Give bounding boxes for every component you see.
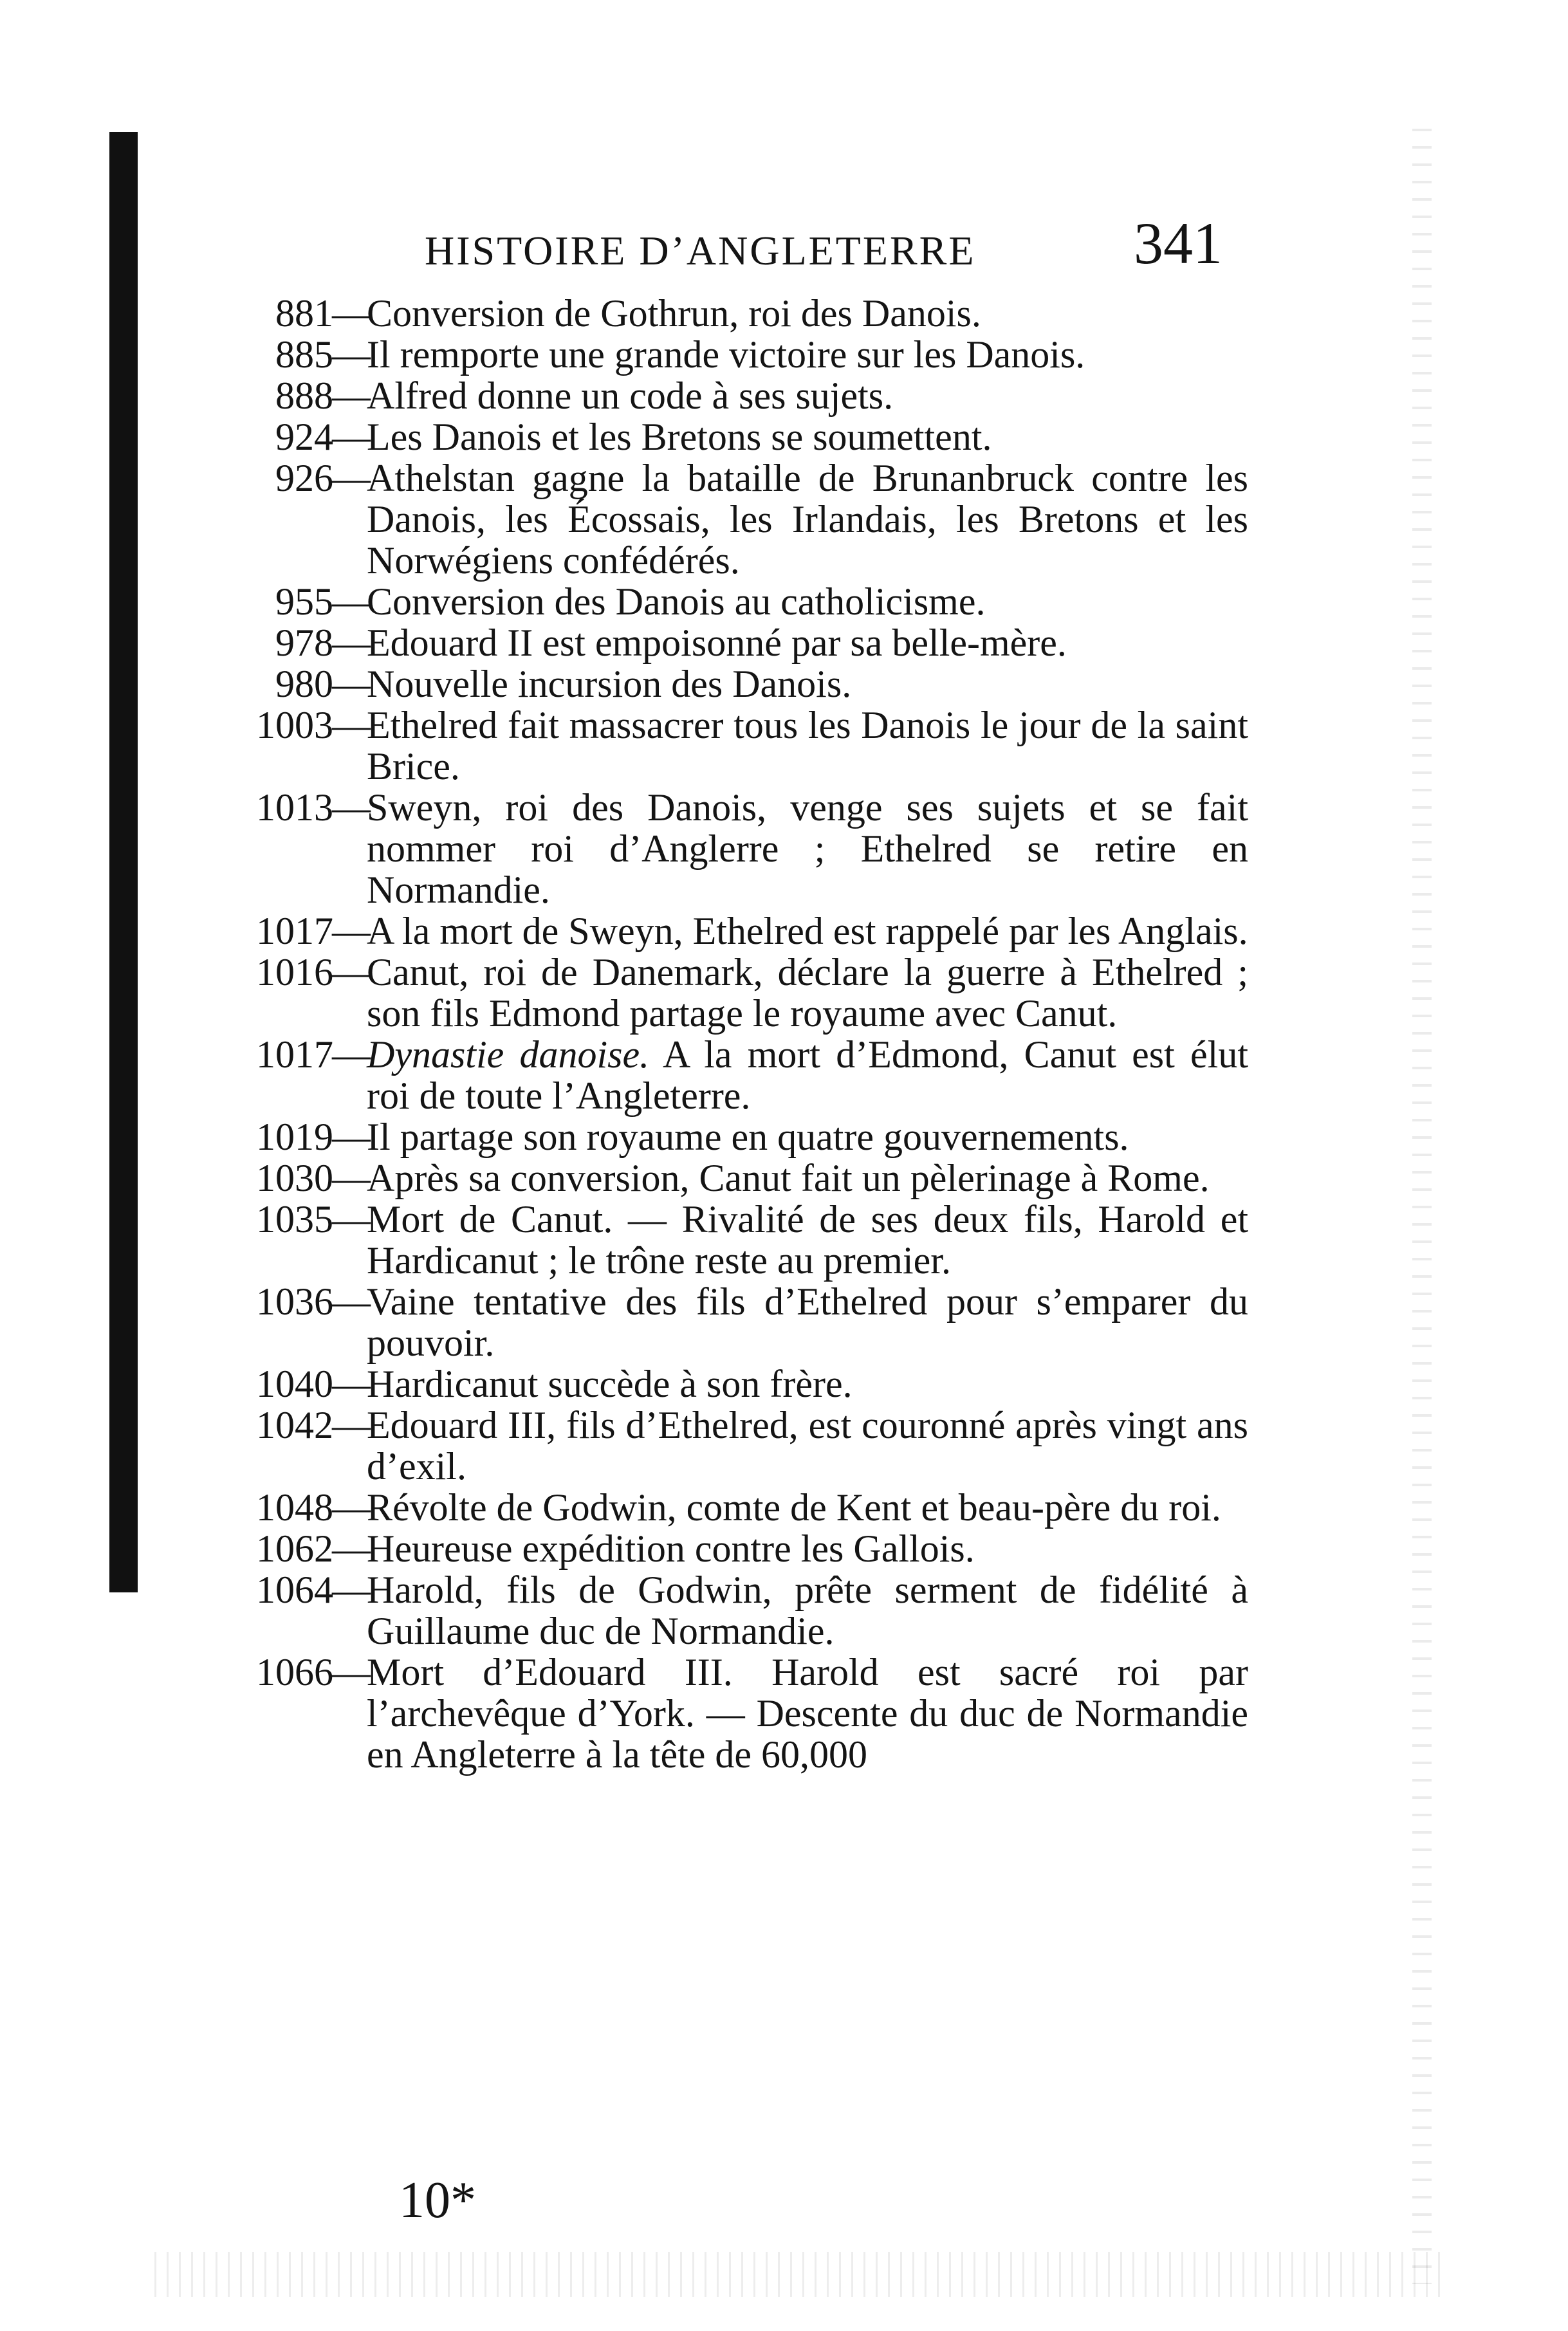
entry-text bbox=[367, 1199, 1248, 1281]
chronology-list bbox=[180, 293, 1248, 1775]
entry-text bbox=[367, 705, 1248, 787]
entry-year: 1003 bbox=[256, 704, 333, 746]
binding-edge-bar bbox=[109, 132, 138, 1592]
entry-dash: — bbox=[332, 663, 371, 705]
entry-text bbox=[367, 1281, 1248, 1363]
entry-dash: — bbox=[332, 1157, 371, 1199]
entry-year: 1016 bbox=[256, 951, 333, 993]
entry-dash: — bbox=[332, 1116, 371, 1158]
entry-year: 1017 bbox=[256, 910, 333, 952]
page-number: 341 bbox=[1134, 210, 1222, 276]
chronology-entry bbox=[180, 910, 1248, 952]
entry-year: 881 bbox=[275, 292, 333, 335]
entry-year: 1019 bbox=[256, 1116, 333, 1158]
entry-dash: — bbox=[332, 580, 371, 623]
entry-dash: — bbox=[332, 1033, 371, 1076]
chronology-entry bbox=[180, 1199, 1248, 1281]
entry-year: 924 bbox=[275, 416, 333, 458]
chronology-entry bbox=[180, 1034, 1248, 1116]
entry-dash: — bbox=[332, 1569, 371, 1611]
entry-dash: — bbox=[332, 333, 371, 376]
entry-dash: — bbox=[332, 1527, 371, 1570]
page-header bbox=[425, 209, 1222, 286]
entry-body: Harold, fils de Godwin, prête serment de fidélité à Guillaume duc de Normandie. bbox=[367, 1569, 1248, 1652]
running-head: HISTOIRE D’ANGLETERRE bbox=[425, 228, 976, 273]
signature-mark: 10* bbox=[399, 2172, 476, 2229]
entry-body: Heureuse expédition contre les Gallois. bbox=[367, 1527, 975, 1570]
chronology-entry bbox=[180, 375, 1248, 416]
chronology-entry bbox=[180, 416, 1248, 457]
entry-text bbox=[367, 622, 1248, 663]
entry-year: 1036 bbox=[256, 1280, 333, 1323]
chronology-entry bbox=[180, 1528, 1248, 1569]
entry-dash: — bbox=[332, 910, 371, 952]
chronology-entry bbox=[180, 622, 1248, 663]
entry-body: Edouard III, fils d’Ethelred, est couronné après vingt ans d’exil. bbox=[367, 1404, 1248, 1488]
entry-dash: — bbox=[332, 1198, 371, 1240]
entry-body: Il remporte une grande victoire sur les Danois. bbox=[367, 333, 1085, 376]
entry-year: 885 bbox=[275, 333, 333, 376]
chronology-entry bbox=[180, 1281, 1248, 1363]
entry-year: 955 bbox=[275, 580, 333, 623]
entry-dash: — bbox=[332, 1651, 371, 1693]
entry-text bbox=[367, 581, 1248, 622]
chronology-entry bbox=[180, 1405, 1248, 1487]
entry-body: Alfred donne un code à ses sujets. bbox=[367, 374, 894, 417]
entry-body: Mort d’Edouard III. Harold est sacré roi par l’archevêque d’York. — Descente du duc de Normandie en Angleterre à la tête de 60,000 bbox=[367, 1651, 1248, 1776]
entry-body: Ethelred fait massacrer tous les Danois le jour de la saint Brice. bbox=[367, 704, 1248, 788]
entry-dash: — bbox=[332, 1486, 371, 1529]
entry-text bbox=[367, 375, 1248, 416]
entry-text bbox=[367, 334, 1248, 375]
entry-body: Il partage son royaume en quatre gouvernements. bbox=[367, 1116, 1129, 1158]
entry-year: 1062 bbox=[256, 1527, 333, 1570]
entry-body: A la mort de Sweyn, Ethelred est rappelé par les Anglais. bbox=[367, 910, 1248, 952]
entry-body: Vaine tentative des fils d’Ethelred pour s’emparer du pouvoir. bbox=[367, 1280, 1248, 1364]
chronology-entry bbox=[180, 457, 1248, 581]
chronology-entry bbox=[180, 1487, 1248, 1528]
entry-dash: — bbox=[332, 704, 371, 746]
entry-year: 1048 bbox=[256, 1486, 333, 1529]
entry-text bbox=[367, 1487, 1248, 1528]
entry-text bbox=[367, 910, 1248, 952]
entry-dash: — bbox=[332, 1404, 371, 1446]
entry-year: 1042 bbox=[256, 1404, 333, 1446]
page-edge-noise bbox=[1412, 129, 1432, 2284]
entry-text bbox=[367, 1405, 1248, 1487]
entry-body: Canut, roi de Danemark, déclare la guerre à Ethelred ; son fils Edmond partage le royaume avec Canut. bbox=[367, 951, 1248, 1035]
entry-year: 1040 bbox=[256, 1363, 333, 1405]
chronology-entry bbox=[180, 1116, 1248, 1157]
entry-text bbox=[367, 1157, 1248, 1199]
entry-dash: — bbox=[332, 416, 371, 458]
entry-body: Conversion des Danois au catholicisme. bbox=[367, 580, 986, 623]
entry-year: 978 bbox=[275, 622, 333, 664]
entry-year: 1035 bbox=[256, 1198, 333, 1240]
chronology-entry bbox=[180, 334, 1248, 375]
entry-text bbox=[367, 1569, 1248, 1652]
entry-year: 1013 bbox=[256, 786, 333, 829]
entry-year: 926 bbox=[275, 457, 333, 499]
entry-body: Après sa conversion, Canut fait un pèlerinage à Rome. bbox=[367, 1157, 1210, 1199]
entry-body: Athelstan gagne la bataille de Brunanbruck contre les Danois, les Écossais, les Irlandais, les Bretons et les Norwégiens confédérés. bbox=[367, 457, 1248, 582]
chronology-entry bbox=[180, 581, 1248, 622]
entry-year: 1017 bbox=[256, 1033, 333, 1076]
entry-dash: — bbox=[332, 292, 371, 335]
entry-year: 980 bbox=[275, 663, 333, 705]
entry-dynasty-label: Dynastie danoise. bbox=[367, 1033, 650, 1076]
entry-dash: — bbox=[332, 1363, 371, 1405]
entry-body: Conversion de Gothrun, roi des Danois. bbox=[367, 292, 981, 335]
chronology-entry bbox=[180, 952, 1248, 1034]
entry-body: Les Danois et les Bretons se soumettent. bbox=[367, 416, 992, 458]
chronology-entry bbox=[180, 1652, 1248, 1775]
entry-text bbox=[367, 1116, 1248, 1157]
chronology-entry bbox=[180, 787, 1248, 910]
entry-year: 1064 bbox=[256, 1569, 333, 1611]
entry-body: Edouard II est empoisonné par sa belle-mère. bbox=[367, 622, 1067, 664]
chronology-entry bbox=[180, 663, 1248, 705]
entry-text bbox=[367, 787, 1248, 910]
entry-text bbox=[367, 1363, 1248, 1405]
entry-text bbox=[367, 1652, 1248, 1775]
entry-body: Révolte de Godwin, comte de Kent et beau-père du roi. bbox=[367, 1486, 1221, 1529]
chronology-entry bbox=[180, 1363, 1248, 1405]
entry-body: Hardicanut succède à son frère. bbox=[367, 1363, 853, 1405]
chronology-entry bbox=[180, 705, 1248, 787]
entry-year: 888 bbox=[275, 374, 333, 417]
entry-dash: — bbox=[332, 622, 371, 664]
entry-text bbox=[367, 416, 1248, 457]
entry-dash: — bbox=[332, 374, 371, 417]
chronology-entry bbox=[180, 1157, 1248, 1199]
chronology-entry bbox=[180, 1569, 1248, 1652]
entry-text bbox=[367, 663, 1248, 705]
entry-body: A la mort d’Edmond, Canut est élut roi de toute l’Angleterre. bbox=[367, 1033, 1248, 1117]
entry-body: Sweyn, roi des Danois, venge ses sujets et se fait nommer roi d’Anglerre ; Ethelred se retire en Normandie. bbox=[367, 786, 1248, 911]
entry-text bbox=[367, 1034, 1248, 1116]
entry-dash: — bbox=[332, 457, 371, 499]
entry-body: Nouvelle incursion des Danois. bbox=[367, 663, 852, 705]
entry-text bbox=[367, 293, 1248, 334]
entry-text bbox=[367, 1528, 1248, 1569]
entry-year: 1030 bbox=[256, 1157, 333, 1199]
entry-text bbox=[367, 952, 1248, 1034]
entry-text bbox=[367, 457, 1248, 581]
chronology-entry bbox=[180, 293, 1248, 334]
entry-dash: — bbox=[332, 1280, 371, 1323]
entry-dash: — bbox=[332, 786, 371, 829]
bottom-speckle bbox=[154, 2252, 1441, 2297]
entry-dash: — bbox=[332, 951, 371, 993]
entry-body: Mort de Canut. — Rivalité de ses deux fils, Harold et Hardicanut ; le trône reste au premier. bbox=[367, 1198, 1248, 1282]
entry-year: 1066 bbox=[256, 1651, 333, 1693]
